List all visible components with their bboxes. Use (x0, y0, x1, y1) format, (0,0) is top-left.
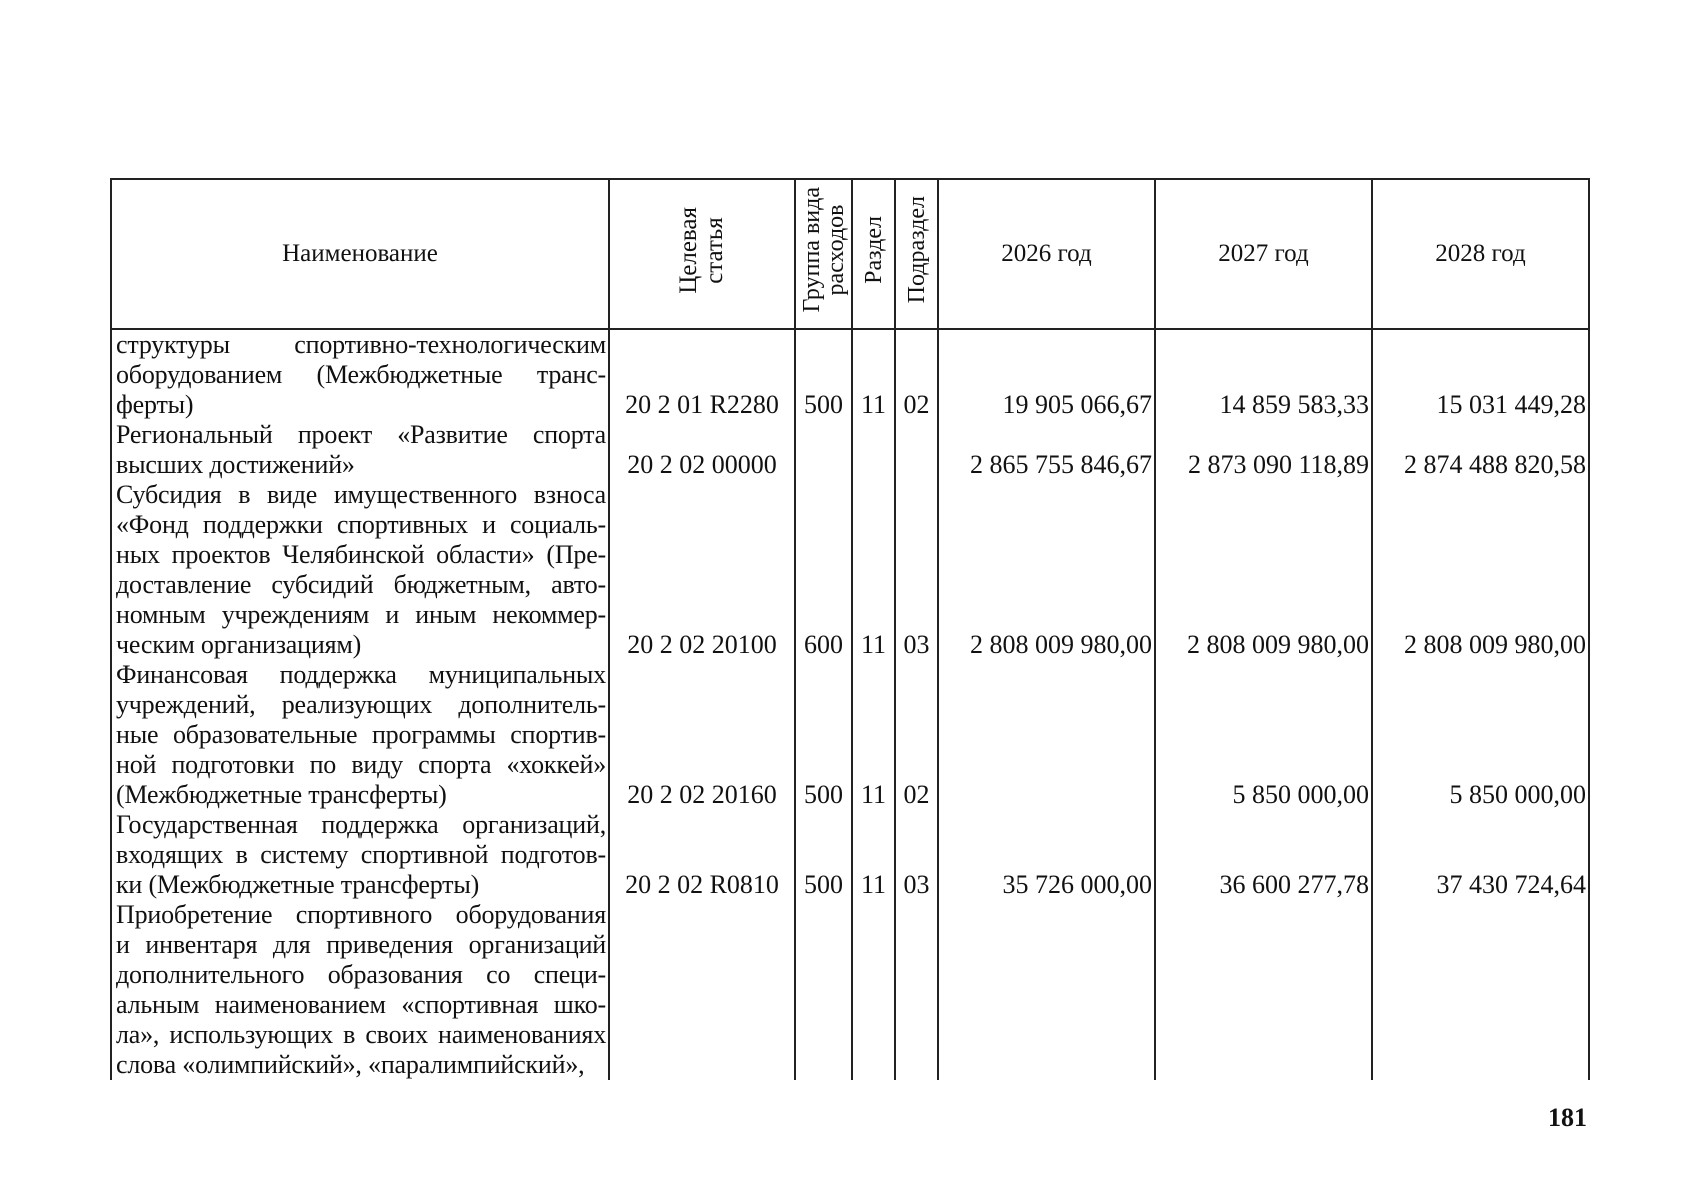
header-target-article: Целевая статья (609, 179, 795, 329)
row-target-article (609, 900, 795, 1080)
row-name-line: альным наименованием «спортивная шко- (116, 990, 606, 1019)
row-subsection: 03 (895, 480, 938, 660)
row-target-article: 20 2 02 R0810 (609, 810, 795, 900)
table-row (111, 480, 1589, 660)
header-year-2027: 2027 год (1155, 179, 1372, 329)
header-year-2026: 2026 год (938, 179, 1155, 329)
row-name-line: доставление субсидий бюджетным, авто- (116, 570, 606, 599)
row-amount-2026: 2 865 755 846,67 (938, 420, 1155, 480)
header-subsection: Подраздел (895, 179, 938, 329)
row-name-line: дополнительного образования со специ- (116, 960, 606, 989)
row-name-line: оборудованием (Межбюджетные транс- (116, 360, 606, 389)
row-target-article: 20 2 02 20160 (609, 660, 795, 810)
row-amount-2026 (938, 660, 1155, 810)
header-year-2028: 2028 год (1372, 179, 1589, 329)
row-subsection: 02 (895, 329, 938, 420)
row-name-line: ные образовательные программы спортив- (116, 720, 606, 749)
row-amount-2026 (938, 900, 1155, 1080)
table-row (111, 810, 1589, 900)
table-row (111, 420, 1589, 480)
header-section: Раздел (852, 179, 895, 329)
row-amount-2026: 2 808 009 980,00 (938, 480, 1155, 660)
header-name: Наименование (111, 179, 609, 329)
row-section (852, 900, 895, 1080)
row-name-line: Субсидия в виде имущественного взноса (116, 480, 606, 509)
row-amount-2028 (1372, 900, 1589, 1080)
row-name-line: Приобретение спортивного оборудования (116, 900, 606, 929)
row-expense-group: 600 (795, 480, 852, 660)
row-name (111, 900, 609, 1080)
row-name-line: ла», использующих в своих наименованиях (116, 1020, 606, 1049)
row-name (111, 329, 609, 420)
row-expense-group: 500 (795, 810, 852, 900)
row-subsection (895, 420, 938, 480)
row-name (111, 810, 609, 900)
row-section: 11 (852, 329, 895, 420)
row-name-line: ферты) (116, 390, 194, 419)
row-name-line: высших достижений» (116, 450, 355, 479)
row-name-line: входящих в систему спортивной подготов- (116, 840, 606, 869)
row-subsection (895, 900, 938, 1080)
row-expense-group: 500 (795, 329, 852, 420)
table-row (111, 900, 1589, 1080)
row-name-line: ной подготовки по виду спорта «хоккей» (116, 750, 606, 779)
row-expense-group: 500 (795, 660, 852, 810)
row-name-line: слова «олимпийский», «паралимпийский», (116, 1050, 585, 1079)
row-amount-2026: 35 726 000,00 (938, 810, 1155, 900)
row-amount-2026: 19 905 066,67 (938, 329, 1155, 420)
row-name-line: структуры спортивно-технологическим (116, 330, 606, 359)
row-amount-2028: 5 850 000,00 (1372, 660, 1589, 810)
row-amount-2027: 2 873 090 118,89 (1155, 420, 1372, 480)
table-row (111, 329, 1589, 420)
row-subsection: 02 (895, 660, 938, 810)
row-name-line: Региональный проект «Развитие спорта (116, 420, 606, 449)
row-target-article: 20 2 02 00000 (609, 420, 795, 480)
row-name-line: учреждений, реализующих дополнитель- (116, 690, 606, 719)
row-section: 11 (852, 810, 895, 900)
row-name (111, 660, 609, 810)
row-name-line: номным учреждениям и иным некоммер- (116, 600, 606, 629)
row-amount-2028: 2 874 488 820,58 (1372, 420, 1589, 480)
row-section: 11 (852, 660, 895, 810)
row-section: 11 (852, 480, 895, 660)
row-amount-2028: 2 808 009 980,00 (1372, 480, 1589, 660)
table-header (111, 179, 1589, 329)
row-name-line: «Фонд поддержки спортивных и социаль- (116, 510, 606, 539)
row-name-line: (Межбюджетные трансферты) (116, 780, 447, 809)
row-name-line: ки (Межбюджетные трансферты) (116, 870, 480, 899)
table-body (111, 329, 1589, 1080)
row-subsection: 03 (895, 810, 938, 900)
row-name-line: и инвентаря для приведения организаций (116, 930, 606, 959)
row-amount-2028: 15 031 449,28 (1372, 329, 1589, 420)
page-number: 181 (1548, 1103, 1587, 1132)
row-amount-2027: 14 859 583,33 (1155, 329, 1372, 420)
header-expense-group: Группа вида расходов (795, 179, 852, 329)
row-section (852, 420, 895, 480)
row-name (111, 480, 609, 660)
table-row (111, 660, 1589, 810)
row-target-article: 20 2 01 R2280 (609, 329, 795, 420)
row-name-line: ных проектов Челябинской области» (Пре- (116, 540, 606, 569)
row-amount-2027: 2 808 009 980,00 (1155, 480, 1372, 660)
row-target-article: 20 2 02 20100 (609, 480, 795, 660)
row-expense-group (795, 900, 852, 1080)
row-amount-2028: 37 430 724,64 (1372, 810, 1589, 900)
row-name (111, 420, 609, 480)
row-name-line: ческим организациям) (116, 630, 362, 659)
row-expense-group (795, 420, 852, 480)
row-amount-2027: 36 600 277,78 (1155, 810, 1372, 900)
row-amount-2027 (1155, 900, 1372, 1080)
row-amount-2027: 5 850 000,00 (1155, 660, 1372, 810)
budget-table (110, 178, 1590, 1080)
row-name-line: Финансовая поддержка муниципальных (116, 660, 606, 689)
row-name-line: Государственная поддержка организаций, (116, 810, 606, 839)
